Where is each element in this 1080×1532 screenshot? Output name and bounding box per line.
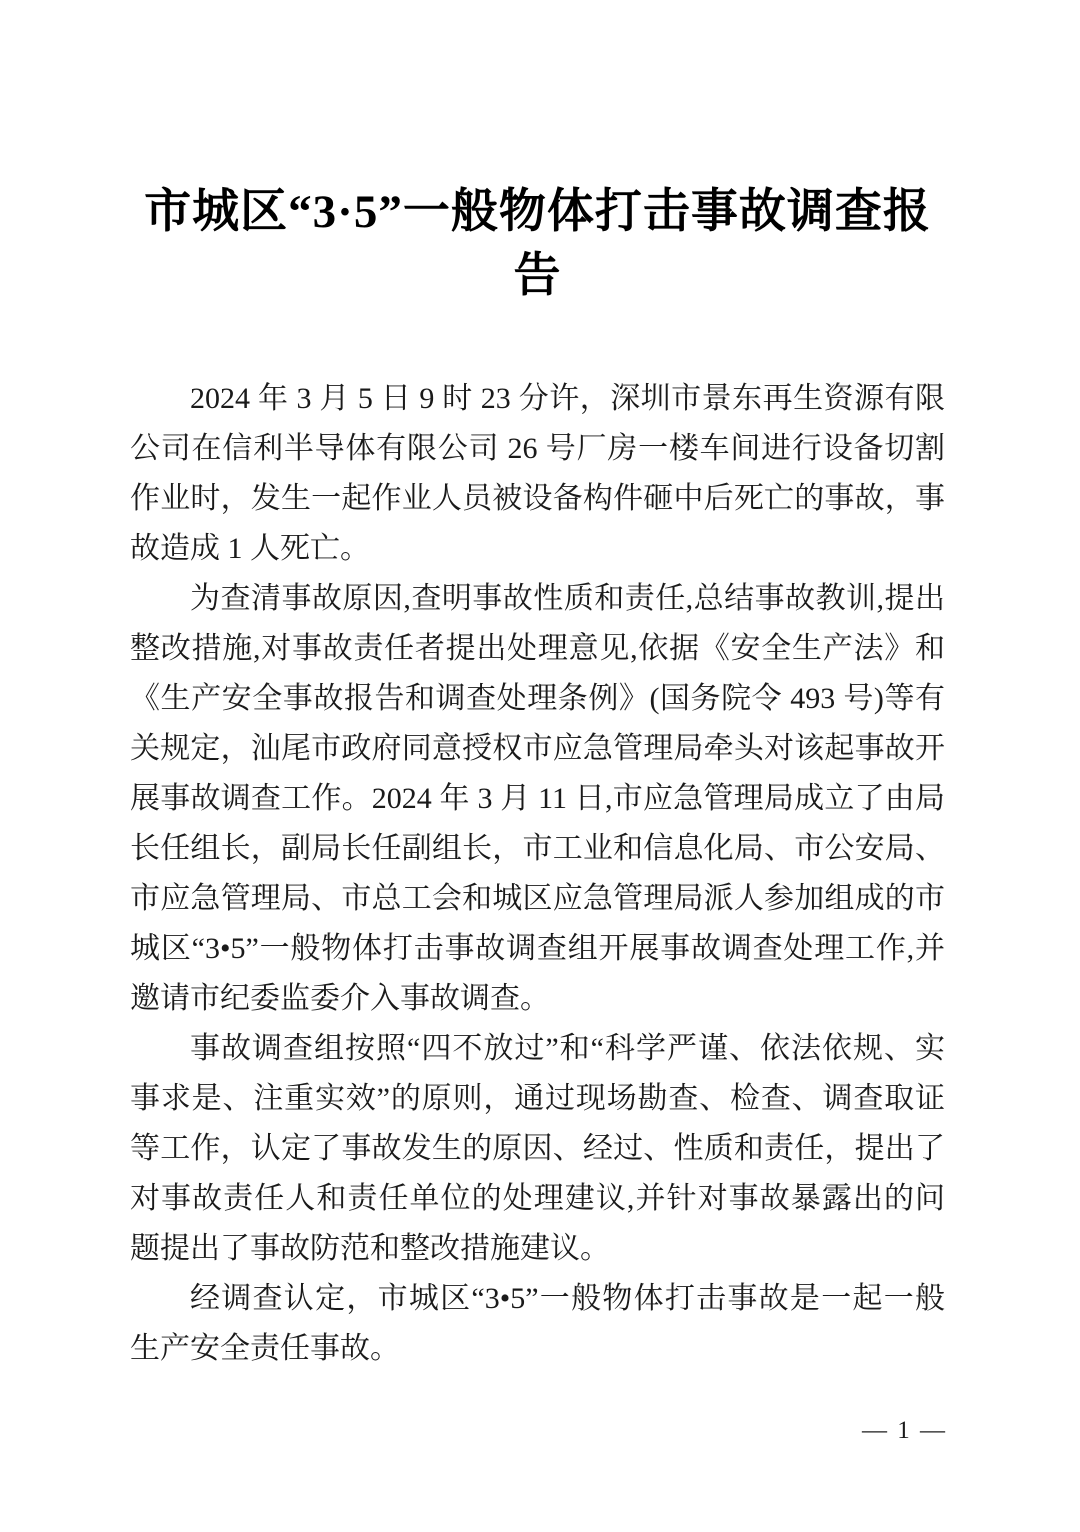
paragraph-conclusion: 经调查认定，市城区“3•5”一般物体打击事故是一起一般生产安全责任事故。 bbox=[130, 1282, 945, 1365]
paragraph-investigation-principles: 事故调查组按照“四不放过”和“科学严谨、依法依规、实事求是、注重实效”的原则，通过现场勘查、检查、调查取证等工作，认定了事故发生的原因、经过、性质和责任，提出了对事故责任人和责任单位的处理建议,并针对事故暴露出的问题提出了事故防范和整改措施建议。 bbox=[130, 1032, 945, 1265]
paragraph-investigation-setup: 为查清事故原因,查明事故性质和责任,总结事故教训,提出整改措施,对事故责任者提出处理意见,依据《安全生产法》和《生产安全事故报告和调查处理条例》(国务院令 493 号)等有关规定，汕尾市政府同意授权市应急管理局牵头对该起事故开展事故调查工作。2024 年 3 月 11 日,市应急管理局成立了由局长任组长，副局长任副组长，市工业和信息化局、市公安局、市应急管理局、市总工会和城区应急管理局派人参加组成的市城区“3•5”一般物体打击事故调查组开展事故调查处理工作,并邀请市纪委监委介入事故调查。 bbox=[130, 582, 945, 1015]
paragraph-accident-summary: 2024 年 3 月 5 日 9 时 23 分许，深圳市景东再生资源有限公司在信利半导体有限公司 26 号厂房一楼车间进行设备切割作业时，发生一起作业人员被设备构件砸中后死亡的事故，事故造成 1 人死亡。 bbox=[130, 382, 945, 565]
page-number: — 1 — bbox=[862, 1417, 947, 1444]
document-body bbox=[130, 374, 945, 1374]
page-title: 市城区“3·5”一般物体打击事故调查报告 bbox=[144, 186, 931, 302]
